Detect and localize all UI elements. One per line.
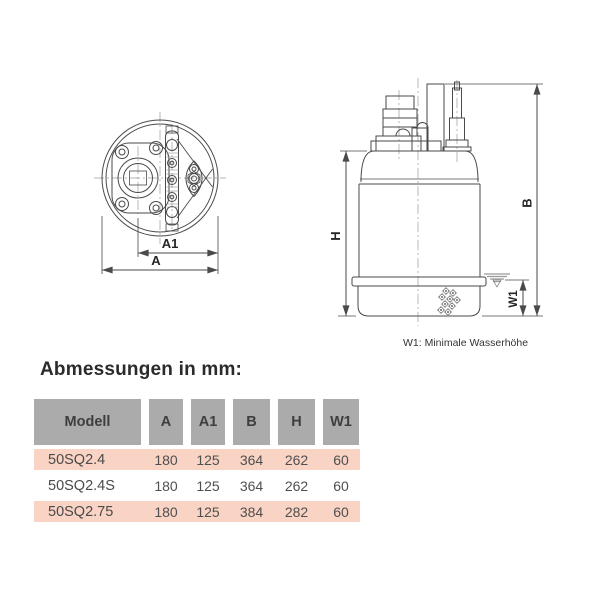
water-level-symbol [484, 274, 510, 287]
bottom-ring [352, 277, 486, 286]
cell-a1: 125 [196, 477, 220, 494]
dim-label-a: A [151, 253, 161, 268]
dim-label-w1: W1 [508, 290, 520, 308]
header-cell-b: B [233, 399, 270, 445]
cell-b: 364 [239, 451, 264, 468]
cell-h: 282 [284, 503, 309, 520]
discharge-cap [386, 96, 414, 109]
cell-w1: 60 [333, 451, 349, 468]
w1-note: W1: Minimale Wasserhöhe [403, 337, 529, 349]
cell-a1: 125 [196, 503, 220, 520]
cell-h: 262 [284, 451, 309, 468]
cell-model: 50SQ2.4S [48, 477, 115, 494]
handle-bolt-boss [417, 123, 428, 129]
header-cell-a1: A1 [191, 399, 225, 445]
cell-h: 262 [284, 477, 309, 494]
table-row-50SQ2.4 [34, 449, 360, 470]
top-platform [371, 141, 441, 151]
cell-model: 50SQ2.75 [48, 503, 114, 520]
side-view-drawing [338, 78, 543, 326]
motor-dome [361, 151, 478, 182]
intake-strainer [358, 286, 480, 316]
header-cell-modell: Modell [34, 399, 141, 445]
dimensions-table [34, 399, 360, 527]
cell-b: 364 [239, 477, 264, 494]
cell-model: 50SQ2.4 [48, 451, 106, 468]
strainer-holes [437, 287, 461, 316]
table-row-50SQ2.4S [34, 475, 360, 496]
section-title: Abmessungen in mm: [40, 359, 243, 380]
cell-w1: 60 [333, 503, 349, 520]
cell-w1: 60 [333, 477, 349, 494]
cell-a1: 125 [196, 451, 220, 468]
header-cell-a: A [149, 399, 183, 445]
dim-label-a1: A1 [161, 236, 179, 251]
dim-label-h: H [328, 231, 343, 241]
header-cell-h: H [278, 399, 315, 445]
table-row-50SQ2.75 [34, 501, 360, 522]
side-centerlines [399, 78, 457, 326]
cell-a: 180 [154, 451, 178, 468]
cell-a: 180 [154, 477, 178, 494]
cell-b: 384 [239, 503, 264, 520]
dim-label-b: B [519, 198, 535, 208]
cell-a: 180 [154, 503, 178, 520]
handle-step [412, 128, 428, 151]
discharge-base [376, 136, 421, 151]
top-view-drawing [94, 112, 226, 274]
table-header-row [34, 399, 360, 445]
discharge-bolt-boss [396, 129, 410, 136]
header-cell-w1: W1 [323, 399, 359, 445]
